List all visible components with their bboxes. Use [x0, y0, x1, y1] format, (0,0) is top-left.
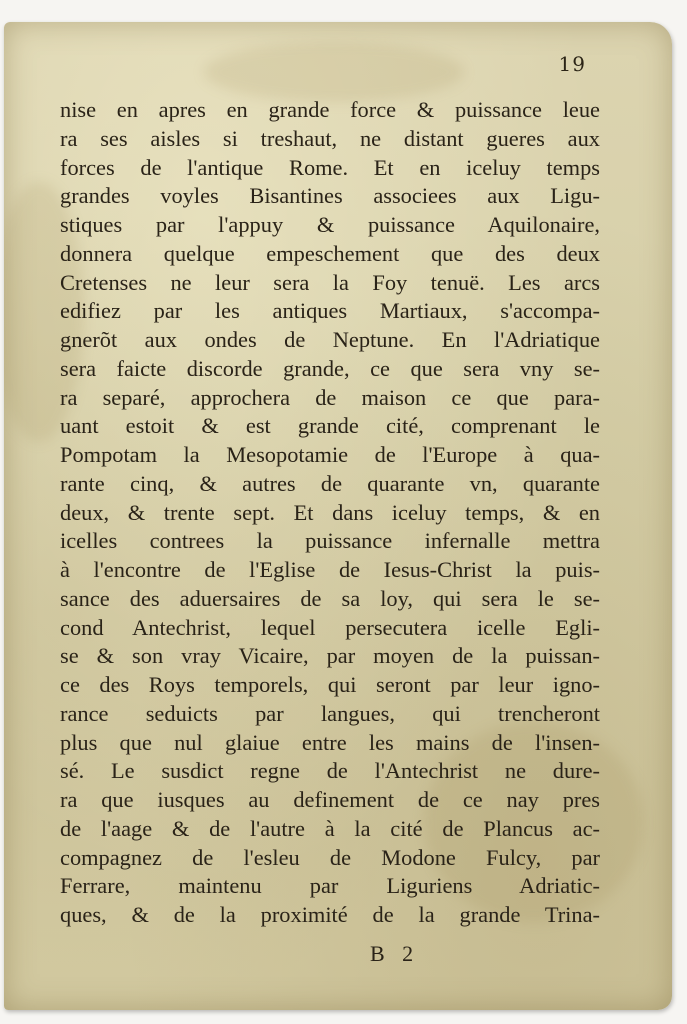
body-text: [60, 96, 600, 930]
text-line: rante cinq, & autres de quarante vn, quarante: [60, 470, 600, 496]
text-line: edifiez par les antiques Martiaux, s'accompa-: [60, 298, 600, 324]
text-line: ra que iusques au definement de ce nay pres: [60, 787, 600, 812]
text-line: forces de l'antique Rome. Et en iceluy temps: [60, 154, 600, 180]
text-line: donnera quelque empeschement que des deux: [60, 240, 600, 266]
book-page: [4, 22, 672, 1010]
text-line: de l'aage & de l'autre à la cité de Plancus ac-: [60, 815, 600, 841]
text-line: à l'encontre de l'Eglise de Iesus-Christ la puis-: [60, 557, 600, 582]
text-line: deux, & trente sept. Et dans iceluy temps, & en: [60, 499, 600, 525]
page-stain: [204, 42, 464, 102]
text-line: sance des aduersaires de sa loy, qui sera le se-: [60, 585, 600, 611]
text-line: sera faicte discorde grande, ce que sera vny se-: [60, 355, 600, 381]
text-line: uant estoit & est grande cité, comprenant le: [60, 413, 600, 439]
text-line: se & son vray Vicaire, par moyen de la puissan-: [60, 643, 600, 669]
text-line: plus que nul glaiue entre les mains de l'insen-: [60, 729, 600, 755]
text-line: ques, & de la proximité de la grande Trina-: [60, 902, 600, 927]
text-line: icelles contrees la puissance infernalle mettra: [60, 528, 600, 554]
text-line: stiques par l'appuy & puissance Aquilonaire,: [60, 212, 600, 237]
text-line: Ferrare, maintenu par Liguriens Adriatic-: [60, 873, 600, 899]
text-line: ra separé, approchera de maison ce que para-: [60, 384, 600, 410]
text-line: sé. Le susdict regne de l'Antechrist ne dure-: [60, 758, 600, 784]
text-line: ra ses aisles si treshaut, ne distant gueres aux: [60, 125, 600, 151]
signature-mark: B 2: [370, 941, 420, 966]
text-line: grandes voyles Bisantines associees aux Ligu-: [60, 183, 600, 209]
page-number: 19: [558, 52, 586, 76]
text-line: gnerõt aux ondes de Neptune. En l'Adriatique: [60, 327, 600, 352]
text-line: cond Antechrist, lequel persecutera icelle Egli-: [60, 614, 600, 640]
text-line: Pompotam la Mesopotamie de l'Europe à qua-: [60, 442, 600, 467]
text-line: nise en apres en grande force & puissance leue: [60, 97, 600, 122]
text-line: Cretenses ne leur sera la Foy tenuë. Les arcs: [60, 269, 600, 295]
text-line: ce des Roys temporels, qui seront par leur igno-: [60, 672, 600, 697]
text-line: rance seduicts par langues, qui trencheront: [60, 700, 600, 726]
text-line: compagnez de l'esleu de Modone Fulcy, par: [60, 844, 600, 870]
